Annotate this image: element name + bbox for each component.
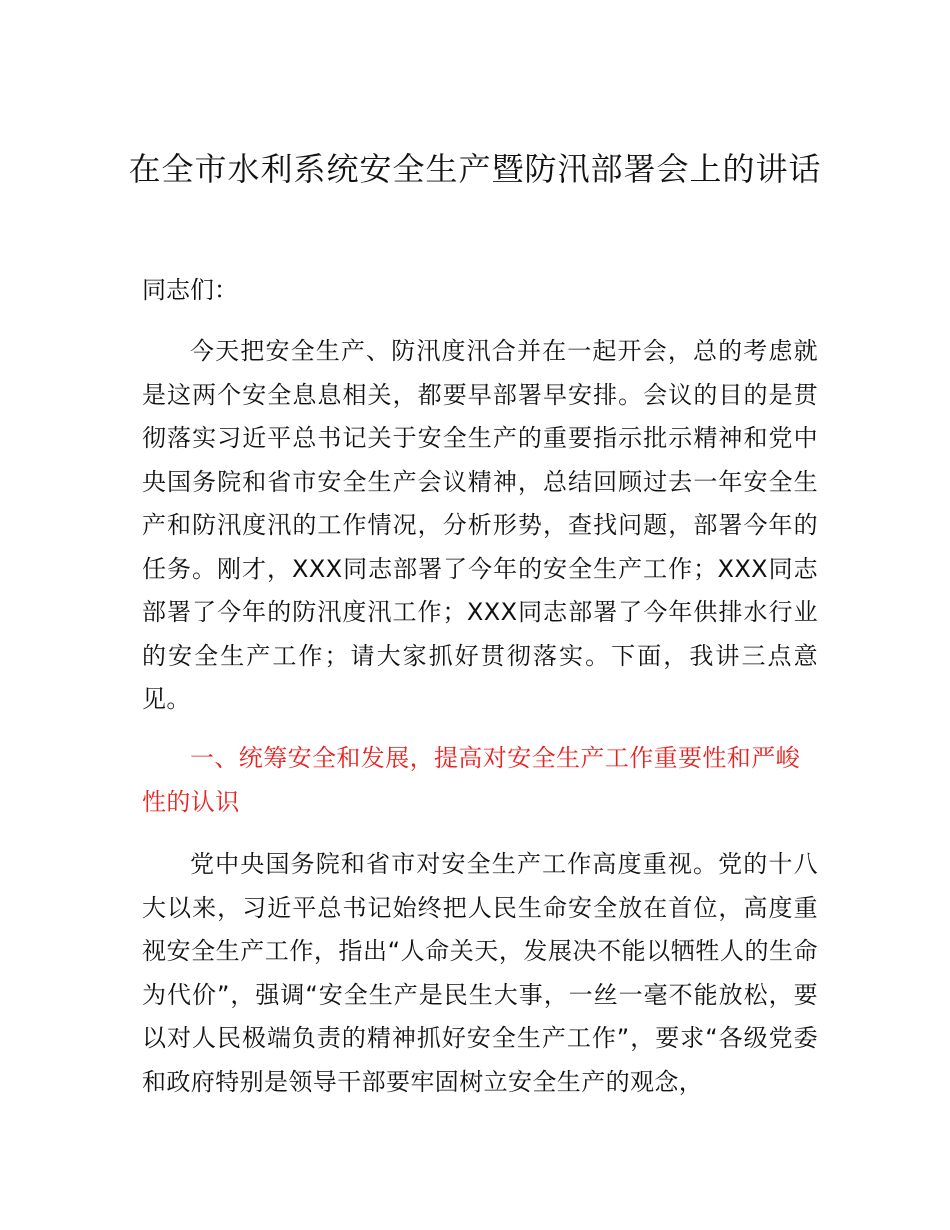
paragraph-intro: 今天把安全生产、防汛度汛合并在一起开会，总的考虑就是这两个安全息息相关，都要早部署早安排。会议的目的是贯彻落实习近平总书记关于安全生产的重要指示批示精神和党中央国务院和省市安全生产会议精神，总结回顾过去一年安全生产和防汛度汛的工作情况，分析形势，查找问题，部署今年的任务。刚才，XXX同志部署了今年的安全生产工作；XXX同志部署了今年的防汛度汛工作；XXX同志部署了今年供排水行业的安全生产工作；请大家抓好贯彻落实。下面，我讲三点意见。 — [142, 337, 818, 713]
paragraph-section-1: 党中央国务院和省市对安全生产工作高度重视。党的十八大以来，习近平总书记始终把人民生命安全放在首位，高度重视安全生产工作，指出“人命关天，发展决不能以牺牲人的生命为代价”，强调“安全生产是民生大事，一丝一毫不能放松，要以对人民极端负责的精神抓好安全生产工作”，要求“各级党委和政府特别是领导干部要牢固树立安全生产的观念， — [142, 850, 818, 1096]
greeting: 同志们： — [142, 276, 238, 304]
section-heading-1: 一、统筹安全和发展，提高对安全生产工作重要性和严峻性的认识 — [142, 744, 800, 816]
document-title: 在全市水利系统安全生产暨防汛部署会上的讲话 — [128, 150, 822, 188]
